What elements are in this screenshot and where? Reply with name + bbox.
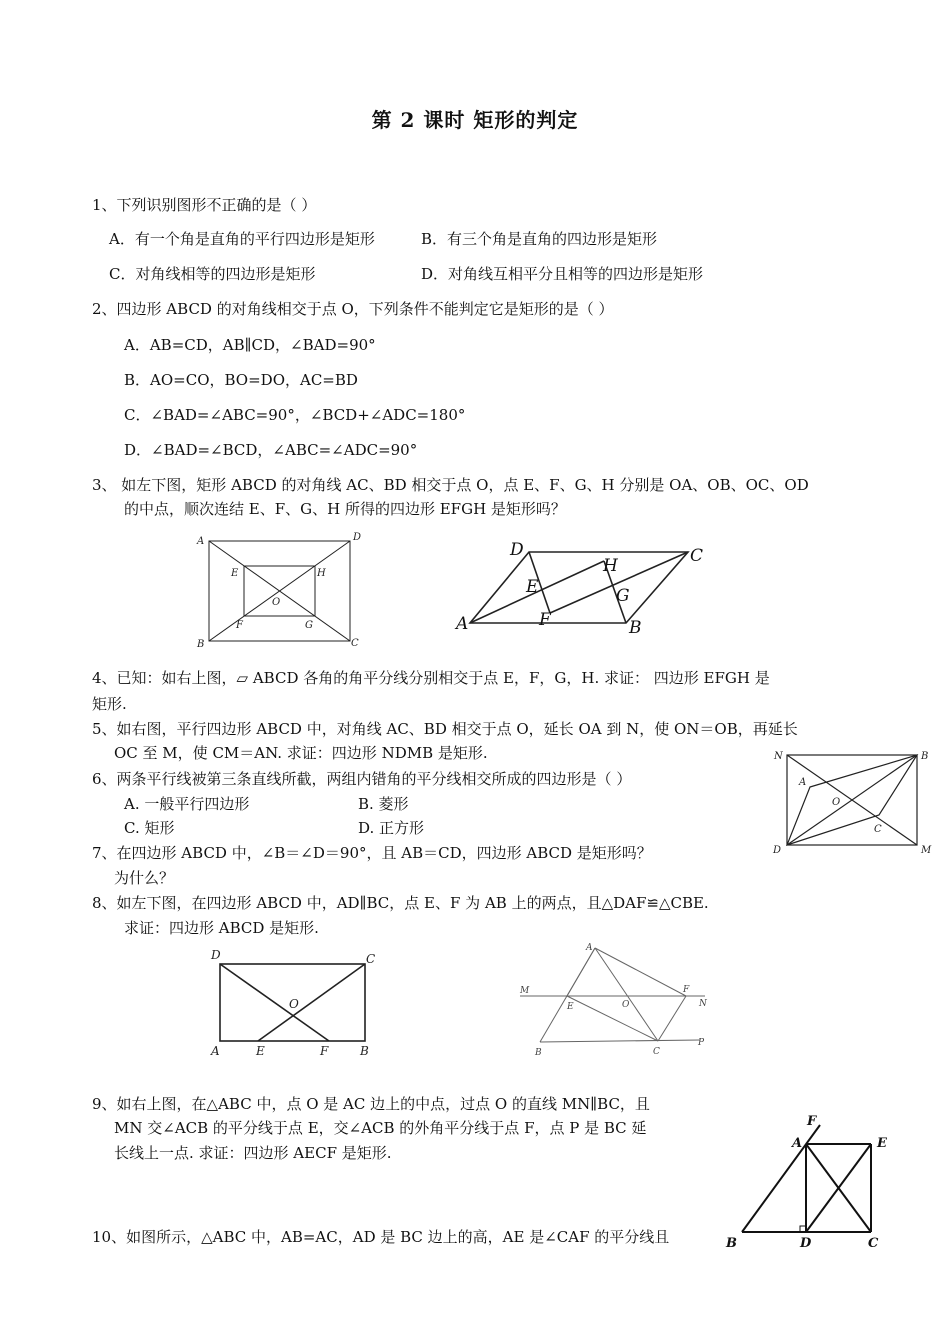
- q8-line1: 8、如左下图，在四边形 ABCD 中，AD∥BC，点 E、F 为 AB 上的两点，且△DAF≌△CBE.: [92, 894, 709, 912]
- fig3-label-m: M: [921, 845, 932, 856]
- fig1-label-f: F: [236, 620, 243, 631]
- q4-line2: 矩形.: [92, 695, 127, 713]
- fig2-label-f: F: [539, 610, 551, 630]
- fig5-label-b: B: [535, 1048, 542, 1058]
- figure-rectangle-ndmb: [770, 745, 940, 855]
- fig4-label-a: A: [211, 1044, 220, 1058]
- fig3-label-c: C: [874, 824, 882, 835]
- line-bp: [540, 1040, 700, 1042]
- fig4-label-e: E: [256, 1044, 265, 1058]
- fig6-label-f: F: [807, 1114, 817, 1129]
- q3-line2: 的中点，顺次连结 E、F、G、H 所得的四边形 EFGH 是矩形吗？: [124, 500, 566, 518]
- side-ac: [595, 948, 658, 1041]
- q6-option-a: A. 一般平行四边形: [124, 795, 250, 813]
- q1-option-c: C．对角线相等的四边形是矩形: [109, 265, 316, 283]
- fig5-label-m: M: [520, 986, 530, 996]
- fig5-label-e: E: [567, 1002, 574, 1012]
- figure-rectangle-adce: [720, 1110, 905, 1250]
- q7-line2: 为什么？: [114, 869, 175, 887]
- fig5-label-p: P: [698, 1038, 705, 1048]
- fig2-label-e: E: [526, 577, 539, 597]
- q9-line2: MN 交∠ACB 的平分线于点 E，交∠ACB 的外角平分线于点 F，点 P 是 BC 延: [114, 1119, 647, 1137]
- q1-option-b: B．有三个角是直角的四边形是矩形: [421, 230, 658, 248]
- q2-option-c: C．∠BAD=∠ABC=90°，∠BCD+∠ADC=180°: [124, 406, 466, 424]
- q10-line1: 10、如图所示，△ABC 中，AB=AC，AD 是 BC 边上的高，AE 是∠CAF 的平分线且: [92, 1228, 670, 1246]
- fig5-label-o: O: [622, 1000, 630, 1010]
- fig6-label-d: D: [800, 1236, 812, 1251]
- q7-line1: 7、在四边形 ABCD 中，∠B＝∠D＝90°，且 AB＝CD，四边形 ABCD 是矩形吗？: [92, 844, 652, 862]
- segment-ec: [567, 996, 658, 1041]
- q5-line1: 5、如右图，平行四边形 ABCD 中，对角线 AC、BD 相交于点 O，延长 OA 到 N，使 ON＝OB，再延长: [92, 720, 798, 738]
- fig2-label-c: C: [690, 546, 704, 566]
- q6-option-c: C. 矩形: [124, 819, 175, 837]
- figure-parallelogram-bisectors: [450, 535, 720, 640]
- fig2-label-g: G: [616, 586, 630, 606]
- q2-option-b: B．AO=CO，BO=DO，AC=BD: [124, 371, 358, 389]
- figure-rectangle-efgh: [190, 528, 370, 653]
- q2-option-a: A．AB=CD，AB∥CD，∠BAD=90°: [124, 336, 376, 354]
- page-title: 第 2 课时 矩形的判定: [371, 108, 579, 132]
- fig2-label-d: D: [510, 540, 524, 560]
- fig2-label-b: B: [629, 618, 642, 638]
- fig1-label-c: C: [351, 638, 359, 649]
- segment-af: [595, 948, 686, 996]
- fig4-label-b: B: [360, 1044, 369, 1058]
- fig6-label-a: A: [792, 1136, 803, 1151]
- fig5-label-c: C: [653, 1047, 660, 1057]
- q5-line2: OC 至 M，使 CM＝AN. 求证：四边形 NDMB 是矩形.: [114, 744, 488, 762]
- figure-triangle-mn: [515, 938, 715, 1060]
- fig2-label-h: H: [603, 556, 618, 576]
- fig3-label-b: B: [921, 751, 929, 762]
- fig3-label-a: A: [799, 777, 807, 788]
- q9-line3: 长线上一点. 求证：四边形 AECF 是矩形.: [114, 1144, 392, 1162]
- q6-stem: 6、两条平行线被第三条直线所截，两组内错角的平分线相交所成的四边形是（ ）: [92, 770, 632, 788]
- q3-line1: 3、 如左下图，矩形 ABCD 的对角线 AC、BD 相交于点 O，点 E、F、G、H 分别是 OA、OB、OC、OD: [92, 476, 809, 494]
- fig1-label-e: E: [231, 568, 239, 579]
- fig4-label-o: O: [289, 997, 299, 1011]
- fig6-label-e: E: [877, 1136, 887, 1151]
- q6-option-b: B. 菱形: [358, 795, 409, 813]
- fig3-label-o: O: [832, 797, 841, 808]
- fig1-label-a: A: [197, 536, 205, 547]
- fig1-label-o: O: [272, 597, 281, 608]
- q2-option-d: D．∠BAD=∠BCD，∠ABC=∠ADC=90°: [124, 441, 418, 459]
- fig1-label-g: G: [305, 620, 313, 631]
- q1-option-a: A．有一个角是直角的平行四边形是矩形: [109, 230, 375, 248]
- q1-stem: 1、下列识别图形不正确的是（ ）: [92, 196, 317, 214]
- fig1-label-d: D: [353, 532, 362, 543]
- q9-line1: 9、如右上图，在△ABC 中，点 O 是 AC 边上的中点，过点 O 的直线 MN∥BC，且: [92, 1095, 650, 1113]
- fig3-label-n: N: [774, 751, 783, 762]
- fig6-label-b: B: [726, 1236, 737, 1251]
- q6-option-d: D. 正方形: [358, 819, 425, 837]
- q4-line1: 4、已知：如右上图，▱ ABCD 各角的角平分线分别相交于点 E，F，G，H. 求证： 四边形 EFGH 是: [92, 669, 770, 687]
- fig6-label-c: C: [868, 1236, 879, 1251]
- q1-option-d: D．对角线互相平分且相等的四边形是矩形: [421, 265, 704, 283]
- q8-line2: 求证：四边形 ABCD 是矩形.: [124, 919, 319, 937]
- fig2-label-a: A: [456, 614, 469, 634]
- fig3-label-d: D: [773, 845, 782, 856]
- segment-ae: [567, 948, 595, 996]
- fig1-label-b: B: [197, 639, 205, 650]
- fig5-label-n: N: [699, 999, 707, 1009]
- fig4-label-d: D: [211, 948, 221, 962]
- figure-rectangle-abcd-ef: [205, 942, 385, 1062]
- line-bf: [742, 1125, 820, 1232]
- fig5-label-f: F: [683, 985, 690, 995]
- fig1-label-h: H: [317, 568, 326, 579]
- fig5-label-a: A: [586, 943, 593, 953]
- q2-stem: 2、四边形 ABCD 的对角线相交于点 O，下列条件不能判定它是矩形的是（ ）: [92, 300, 614, 318]
- fig4-label-f: F: [320, 1044, 329, 1058]
- segment-fc: [658, 996, 686, 1041]
- parallelogram-abcd: [470, 552, 688, 623]
- fig4-label-c: C: [366, 952, 376, 966]
